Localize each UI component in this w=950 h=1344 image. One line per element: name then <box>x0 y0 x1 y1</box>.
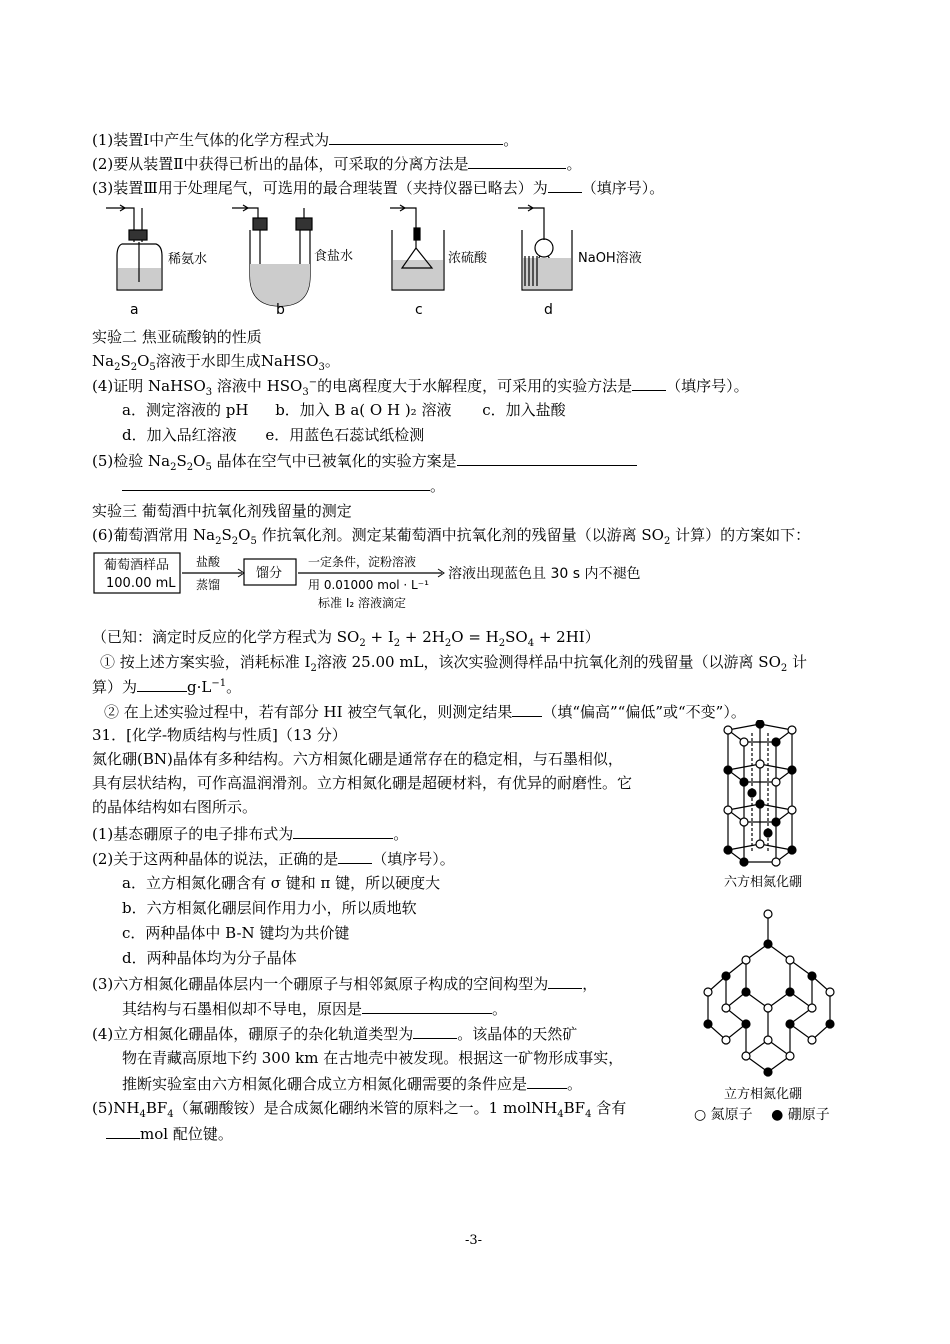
sub-question-1: ① 按上述方案实验，消耗标准 $I_2$溶液 25.00 mL，该次实验测得样品中抗氧化剂的残留量（以游离 $SO_2$ 计 <box>100 653 808 674</box>
apparatus-c-letter: c <box>415 302 423 318</box>
arrow2-top: 一定条件，淀粉溶液 <box>308 555 417 569</box>
apparatus-b-label: 食盐水 <box>314 249 354 264</box>
answer-blank[interactable] <box>468 152 566 169</box>
q31-part-5: $(5)NH_4BF_4$（氟硼酸铵）是合成氮化硼纳米管的原料之一。1 $molNH_4BF_4$ 含有 <box>92 1099 627 1120</box>
answer-blank[interactable] <box>548 176 582 193</box>
exp2-intro: $Na_2S_2O_5$溶液于水即生成NaHSO$_3$。 <box>92 352 340 373</box>
question-2: (2)要从装置Ⅱ中获得已析出的晶体，可采取的分离方法是 。 <box>92 152 581 175</box>
answer-blank[interactable] <box>106 1122 140 1139</box>
q31-part-5-line2: mol 配位键。 <box>106 1122 233 1145</box>
question-5-line2: 。 <box>122 474 445 497</box>
q31-part-3-line2: 其结构与石墨相似却不导电，原因是 。 <box>122 997 507 1020</box>
q31-part-4-line2: 物在青藏高原地下约 300 km 在古地壳中被发现。根据这一矿物形成事实， <box>122 1049 624 1067</box>
question-2-text: (2)要从装置Ⅱ中获得已析出的晶体，可采取的分离方法是 <box>92 155 469 173</box>
question-3-text: (3)装置Ⅲ用于处理尾气，可选用的最合理装置（夹持仪器已略去）为 <box>92 179 548 197</box>
legend: ○ 氮原子 ● 硼原子 <box>694 1107 830 1123</box>
sub-question-2: ② 在上述实验过程中，若有部分 HI 被空气氧化，则测定结果 （填“偏高”“偏低”或“不变”）。 <box>104 700 746 723</box>
question-1-text: (1)装置Ⅰ中产生气体的化学方程式为 <box>92 131 330 149</box>
question-5: (5)检验 $Na_2S_2O_5$ 晶体在空气中已被氧化的实验方案是 <box>92 449 637 472</box>
arrow1-top: 盐酸 <box>196 555 221 569</box>
option-a: a．立方相氮化硼含有 σ 键和 π 键，所以硬度大 <box>122 874 441 892</box>
q4-options-row1 <box>122 399 566 421</box>
step-box: 馏分 <box>256 566 283 581</box>
answer-blank[interactable] <box>548 972 582 989</box>
cubic-caption: 立方相氮化硼 <box>724 1087 803 1102</box>
answer-blank[interactable] <box>122 474 430 491</box>
answer-blank[interactable] <box>293 822 393 839</box>
apparatus-b-letter: b <box>276 302 285 318</box>
option-e: e．用蓝色石蕊试纸检测 <box>265 426 425 444</box>
hex-caption: 六方相氮化硼 <box>724 875 803 890</box>
apparatus-d-letter: d <box>544 302 553 318</box>
sub-question-1-line2: 算）为 $g\cdot L^{-1}$。 <box>92 675 241 698</box>
known-equation: （已知：滴定时反应的化学方程式为 $SO_2 + I_2 + 2H_2O = H_2SO_4 + 2HI$） <box>92 628 600 649</box>
answer-blank[interactable] <box>512 700 542 717</box>
q4-options-row2 <box>122 424 424 446</box>
q31-part-2: (2)关于这两种晶体的说法，正确的是 （填序号）。 <box>92 847 455 870</box>
option-c: c．加入盐酸 <box>482 401 566 419</box>
q31-intro-3: 的晶体结构如右图所示。 <box>92 798 258 816</box>
q31-part-4: (4)立方相氮化硼晶体，硼原子的杂化轨道类型为 。该晶体的天然矿 <box>92 1022 577 1045</box>
q31-part-4-line3: 推断实验室由六方相氮化硼合成立方相氮化硼需要的条件应是 。 <box>122 1072 582 1095</box>
option-b: b．六方相氮化硼层间作用力小，所以质地软 <box>122 899 417 917</box>
q31-part-1: (1)基态硼原子的电子排布式为 。 <box>92 822 408 845</box>
option-b: b．加入 B a( O H )₂ 溶液 <box>275 401 452 419</box>
apparatus-figure <box>92 198 652 322</box>
q31-intro-2: 具有层状结构，可作高温润滑剂。立方相氮化硼是超硬材料，有优异的耐磨性。它 <box>92 774 633 792</box>
question-1: (1)装置Ⅰ中产生气体的化学方程式为 。 <box>92 128 518 151</box>
apparatus-a-label: 稀氨水 <box>168 252 208 267</box>
question-4: (4)证明 NaHSO$_3$ 溶液中 $HSO_3^-$的电离程度大于水解程度，可采用的实验方法是 （填序号）。 <box>92 374 749 397</box>
question-6: (6)葡萄酒常用 $Na_2S_2O_5$ 作抗氧化剂。测定某葡萄酒中抗氧化剂的残留量（以游离 $SO_2$ 计算）的方案如下： <box>92 526 811 547</box>
apparatus-d-label: NaOH溶液 <box>578 251 642 266</box>
arrow1-bottom: 蒸馏 <box>196 578 221 592</box>
question-3: (3)装置Ⅲ用于处理尾气，可选用的最合理装置（夹持仪器已略去）为 （填序号）。 <box>92 176 664 199</box>
page-number: -3- <box>465 1233 483 1248</box>
apparatus-c-label: 浓硫酸 <box>448 251 488 266</box>
option-d: d．两种晶体均为分子晶体 <box>122 949 297 967</box>
flow-result: 溶液出现蓝色且 30 s 内不褪色 <box>448 566 641 582</box>
option-a: a．测定溶液的 pH <box>122 401 249 419</box>
sample-box-line2: 100.00 mL <box>106 576 176 591</box>
exp2-title: 实验二 焦亚硫酸钠的性质 <box>92 328 262 346</box>
exp3-title: 实验三 葡萄酒中抗氧化剂残留量的测定 <box>92 502 352 520</box>
nitrogen-atom-icon: ○ <box>694 1107 707 1123</box>
answer-blank[interactable] <box>338 847 372 864</box>
answer-blank[interactable] <box>137 675 187 692</box>
answer-blank[interactable] <box>527 1072 567 1089</box>
q31-part-3: (3)六方相氮化硼晶体层内一个硼原子与相邻氮原子构成的空间构型为 ， <box>92 972 597 995</box>
answer-blank[interactable] <box>362 997 492 1014</box>
answer-blank[interactable] <box>457 449 637 466</box>
apparatus-a-letter: a <box>130 302 139 318</box>
arrow2-bottom1: 用 0.01000 mol · L⁻¹ <box>308 578 429 592</box>
option-d: d．加入品红溶液 <box>122 426 237 444</box>
option-c: c．两种晶体中 B-N 键均为共价键 <box>122 924 350 942</box>
q31-header: 31．[化学-物质结构与性质]（13 分） <box>92 726 347 744</box>
q31-intro-1: 氮化硼(BN)晶体有多种结构。六方相氮化硼是通常存在的稳定相，与石墨相似， <box>92 750 623 768</box>
arrow2-bottom2: 标准 I₂ 溶液滴定 <box>318 596 406 610</box>
answer-blank[interactable] <box>329 128 503 145</box>
sample-box-line1: 葡萄酒样品 <box>104 558 170 573</box>
flow-chart <box>92 549 692 617</box>
answer-blank[interactable] <box>632 374 666 391</box>
crystal-figure <box>690 720 860 1110</box>
answer-blank[interactable] <box>413 1022 457 1039</box>
boron-atom-icon: ● <box>771 1107 784 1123</box>
